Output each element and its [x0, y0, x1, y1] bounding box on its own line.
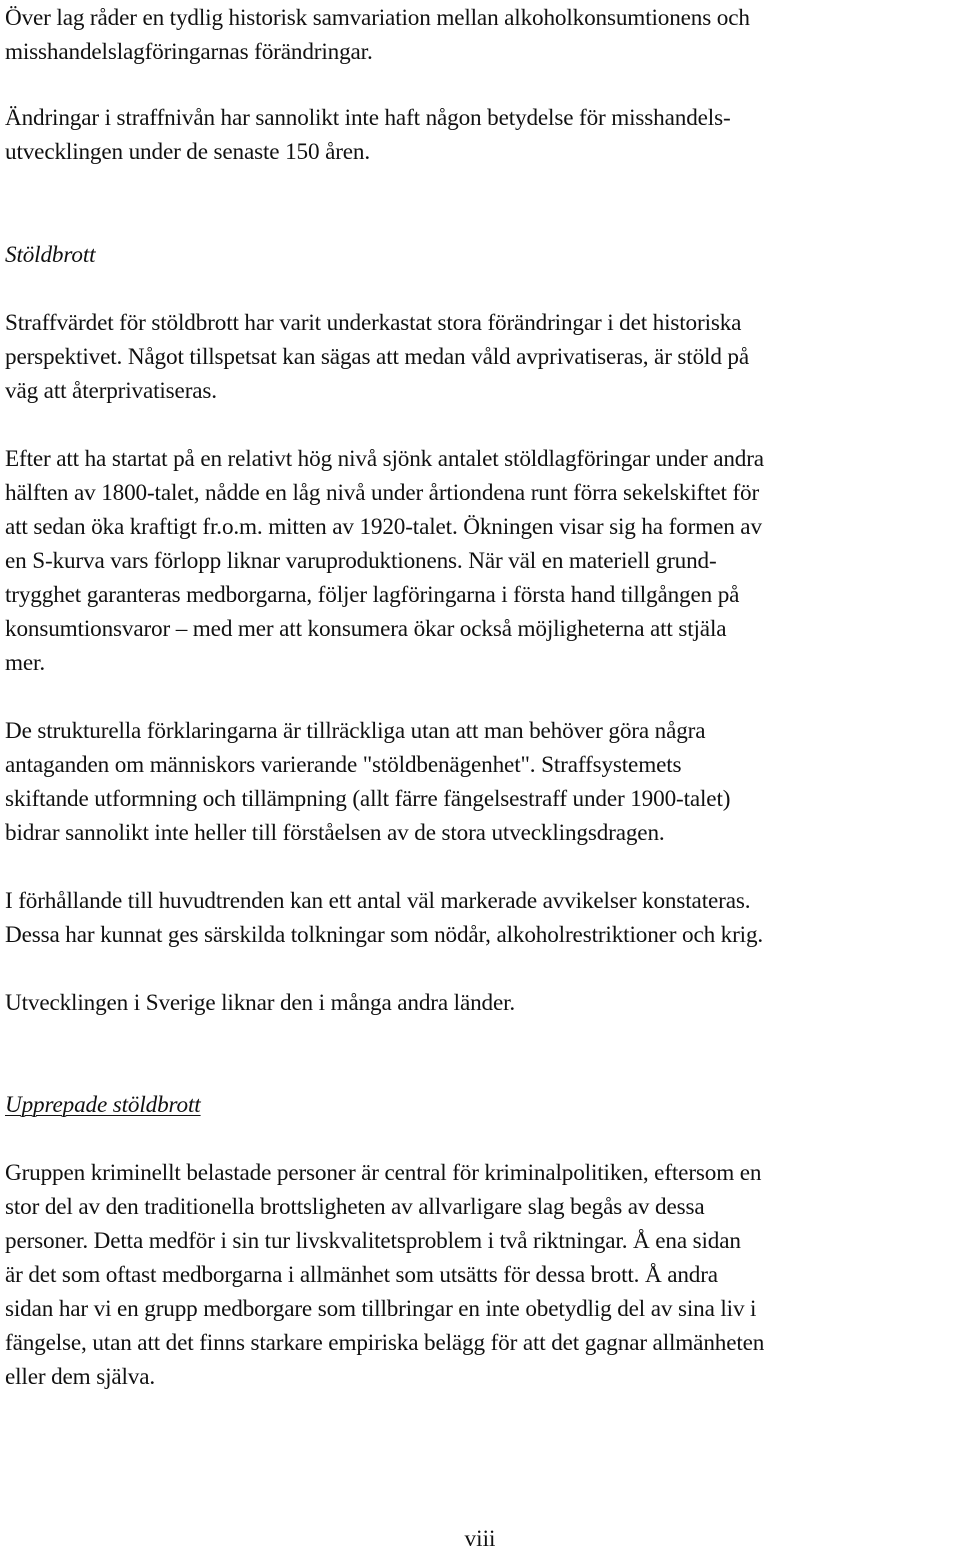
- text-line: Ändringar i straffnivån har sannolikt inte haft någon betydelse för misshandels-: [5, 105, 731, 131]
- section-heading-stoldbrott: [5, 238, 957, 272]
- paragraph-theft-trend: [5, 442, 957, 680]
- text-line: konsumtionsvaror – med mer att konsumera ökar också möjligheterna att stjäla: [5, 616, 727, 642]
- section-heading-upprepade-stoldbrott: [5, 1088, 957, 1122]
- text-line: Efter att ha startat på en relativt hög nivå sjönk antalet stöldlagföringar under andra: [5, 446, 764, 472]
- text-line: personer. Detta medför i sin tur livskvalitetsproblem i två riktningar. Å ena sidan: [5, 1228, 741, 1254]
- paragraph-structural-explanations: [5, 714, 957, 850]
- text-line: Gruppen kriminellt belastade personer är central för kriminalpolitiken, eftersom en: [5, 1160, 762, 1186]
- text-line: bidrar sannolikt inte heller till förståelsen av de stora utvecklingsdragen.: [5, 820, 665, 846]
- paragraph-alcohol-covariation: [5, 1, 957, 69]
- text-line: Utvecklingen i Sverige liknar den i många andra länder.: [5, 990, 516, 1016]
- paragraph-repeat-offenders: [5, 1156, 957, 1394]
- page-number: viii: [464, 1526, 496, 1551]
- text-line: Över lag råder en tydlig historisk samvariation mellan alkoholkonsumtionens och: [5, 5, 750, 31]
- text-line: stor del av den traditionella brottsligheten av allvarligare slag begås av dessa: [5, 1194, 705, 1220]
- heading-text: Upprepade stöldbrott: [5, 1092, 201, 1118]
- text-line: skiftande utformning och tillämpning (allt färre fängelsestraff under 1900-talet): [5, 786, 731, 812]
- text-line: sidan har vi en grupp medborgare som tillbringar en inte obetydlig del av sina liv i: [5, 1296, 757, 1322]
- text-line: en S-kurva vars förlopp liknar varuproduktionens. När väl en materiell grund-: [5, 548, 717, 574]
- text-line: eller dem själva.: [5, 1364, 156, 1390]
- text-line: fängelse, utan att det finns starkare empiriska belägg för att det gagnar allmänheten: [5, 1330, 765, 1356]
- paragraph-sweden-comparison: [5, 986, 957, 1020]
- text-line: trygghet garanteras medborgarna, följer lagföringarna i första hand tillgången på: [5, 582, 740, 608]
- paragraph-deviations: [5, 884, 957, 952]
- text-line: misshandelslagföringarnas förändringar.: [5, 39, 373, 65]
- paragraph-punishment-level: [5, 101, 957, 169]
- text-line: att sedan öka kraftigt fr.o.m. mitten av 1920-talet. Ökningen visar sig ha formen av: [5, 514, 762, 540]
- text-line: väg att återprivatiseras.: [5, 378, 217, 404]
- text-line: antaganden om människors varierande "stöldbenägenhet". Straffsystemets: [5, 752, 682, 778]
- text-line: perspektivet. Något tillspetsat kan sägas att medan våld avprivatiseras, är stöld på: [5, 344, 749, 370]
- text-line: Straffvärdet för stöldbrott har varit underkastat stora förändringar i det historiska: [5, 310, 742, 336]
- text-line: är det som oftast medborgarna i allmänhet som utsätts för dessa brott. Å andra: [5, 1262, 718, 1288]
- text-line: Dessa har kunnat ges särskilda tolkningar som nödår, alkoholrestriktioner och krig.: [5, 922, 764, 948]
- heading-text: Stöldbrott: [5, 242, 96, 268]
- text-line: I förhållande till huvudtrenden kan ett antal väl markerade avvikelser konstateras.: [5, 888, 751, 914]
- text-line: utvecklingen under de senaste 150 åren.: [5, 139, 371, 165]
- paragraph-penal-value: [5, 306, 957, 408]
- text-line: De strukturella förklaringarna är tillräckliga utan att man behöver göra några: [5, 718, 706, 744]
- text-line: hälften av 1800-talet, nådde en låg nivå under årtiondena runt förra sekelskiftet för: [5, 480, 760, 506]
- text-line: mer.: [5, 650, 45, 676]
